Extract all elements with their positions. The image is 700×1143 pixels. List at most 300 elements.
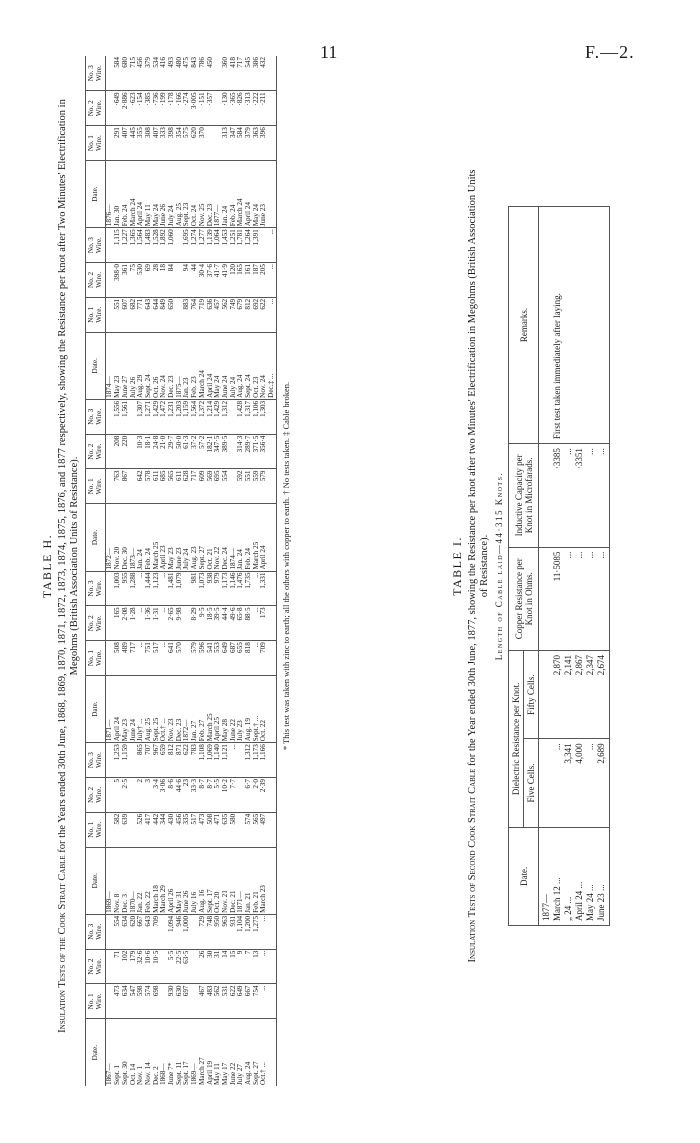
table-h-value-cell: 719 (199, 297, 207, 332)
table-h-value-cell: 865 (137, 743, 145, 778)
table-h-value-cell: 407 (153, 126, 161, 161)
table-h-value-cell: 18·5 (207, 606, 215, 641)
table-h-date-cell: May 23 (114, 332, 122, 399)
table-h-value-cell: 786 (199, 56, 207, 91)
table-h-value-cell: 5 (114, 778, 122, 813)
table-h-value-cell: 355 (137, 126, 145, 161)
table-i-subtitle: Length of Cable laid—44·315 Knots. (494, 471, 504, 661)
table-h-wire1-header: No. 1 Wire. (86, 984, 106, 1019)
table-h-value-cell: 584 (114, 56, 122, 91)
table-h-date-cell (268, 675, 276, 742)
table-h-date-cell: Jan. 24 (222, 161, 230, 228)
table-h-value-cell: ·130 (222, 91, 230, 126)
table-h-value-cell: 843 (191, 56, 199, 91)
table-h-value-cell (268, 743, 276, 778)
table-h-value-cell (268, 606, 276, 641)
table-h-value-cell: 7 (245, 949, 253, 984)
table-h-value-cell: 1,372 (199, 399, 207, 434)
table-h-value-cell: 643 (145, 297, 153, 332)
table-h-date-cell: June 23 (260, 161, 268, 228)
table-i-line (541, 655, 552, 734)
table-h-value-cell: 1,561 (122, 399, 130, 434)
table-h-value-cell: ·649 (114, 91, 122, 126)
table-h-date-cell: March 24 (199, 332, 207, 399)
table-h-value-cell: 44·6 (176, 778, 184, 813)
table-h-date-cell: Dec. 21 (230, 847, 238, 914)
table-h-value-cell: 867 (122, 469, 130, 504)
table-h-date-cell: Jan. 30 (114, 161, 122, 228)
table-i-line: ... (596, 448, 606, 455)
table-h-value-cell: 473 (199, 812, 207, 847)
table-h-value-cell: 1,227 (122, 228, 130, 263)
table-h-date-cell: April 24 (245, 161, 253, 228)
table-h-value-cell: 955 (122, 571, 130, 606)
table-h-header-row (86, 56, 106, 1086)
table-h-value-cell (268, 641, 276, 676)
table-h-value-cell: 9·5 (199, 606, 207, 641)
table-h-value-cell: 379 (145, 56, 153, 91)
table-h-value-cell: 609 (199, 469, 207, 504)
table-i-caption-rest: for the Year ended 30th June, 1877, showing the Resistance per knot after two Minutes' Electrification in Megohms (British Association Units of Resistance). (467, 169, 490, 766)
table-i-line (574, 211, 585, 439)
table-h-value-cell (268, 91, 276, 126)
table-h-date-cell (268, 1019, 276, 1086)
table-h-date-cell: Nov. 24 (260, 332, 268, 399)
table-h-value-cell: 3 (145, 778, 153, 813)
table-h-value-cell: 1,231 (168, 399, 176, 434)
table-h-value-cell: 379 (245, 126, 253, 161)
table-i-block (450, 46, 610, 1086)
table-h-value-cell: 457 (214, 297, 222, 332)
table-h-value-cell: 717 (191, 469, 199, 504)
table-h-date-cell: 1869— (190, 1063, 199, 1085)
table-h-date-cell: May 24 (253, 161, 261, 228)
table-h-value-cell (268, 571, 276, 606)
table-h-value-cell: 1,288 (130, 571, 138, 606)
table-h-value-cell: 849 (160, 297, 168, 332)
table-h-value-cell: 649 (222, 641, 230, 676)
table-h-value-cell: 1,000 (183, 914, 191, 949)
table-h-date-cell: Nov. 22 (214, 504, 222, 571)
table-h-value-cell: 717 (130, 641, 138, 676)
table-h-value-cell: 635 (222, 812, 230, 847)
table-h-date-cell: Aug. 24 (244, 1061, 253, 1085)
table-h-value-cell: 2·65 (168, 606, 176, 641)
table-h-value-cell: 398 (168, 126, 176, 161)
table-h-value-cell: 2·08 (122, 606, 130, 641)
table-h-value-cell: 579 (260, 469, 268, 504)
table-h-value-cell: 1,892 (160, 228, 168, 263)
table-h-value-cell: 692 (253, 297, 261, 332)
table-h-value-cell: 69 (145, 263, 153, 298)
table-h-value-cell: 636 (207, 297, 215, 332)
table-h-date-cell: May 23 (168, 504, 176, 571)
table-h-value-cell: 1,429 (214, 399, 222, 434)
table-h-value-cell: 161 (245, 263, 253, 298)
table-i-inductive-cell (539, 444, 610, 547)
table-h-date-cell: Feb. 24 (145, 504, 153, 571)
table-h-date-cell: Sept. 25 (153, 675, 161, 742)
table-h-value-cell: 1,391 (253, 228, 261, 263)
table-h-value-cell: 559 (253, 469, 261, 504)
table-h-value-cell: 1,429 (153, 399, 161, 434)
table-h-value-cell: 7·7 (230, 778, 238, 813)
table-h-heading: TABLE H. (40, 533, 54, 599)
table-h-value-cell: 680 (122, 56, 130, 91)
table-h-date-cell: April 23 (160, 504, 168, 571)
table-h-value-cell: 578 (145, 469, 153, 504)
table-h-value-cell: ... (253, 606, 261, 641)
table-h-date-cell: Sept. 27 (251, 1061, 260, 1085)
table-i-line: 2,674 (596, 654, 606, 676)
table-h-value-cell: 1,365 (130, 228, 138, 263)
table-h-value-cell: 442 (153, 812, 161, 847)
table-h-value-cell: ... (268, 263, 276, 298)
table-h-value-cell: 1,735 (245, 571, 253, 606)
table-h-value-cell: 39·5 (214, 606, 222, 641)
table-h-value-cell: 641 (168, 641, 176, 676)
table-h-value-cell: 430 (168, 812, 176, 847)
table-h-value-cell: 29·7 (168, 434, 176, 469)
table-i-line: May 24 ... (585, 884, 595, 921)
table-h-date-cell: April 25 (214, 675, 222, 742)
table-h-value-cell: 57·2 (199, 434, 207, 469)
table-h-value-cell: ·313 (245, 91, 253, 126)
table-h-value-cell: ... (137, 606, 145, 641)
table-h-value-cell: ·357 (207, 91, 215, 126)
table-h-date-cell (268, 161, 276, 228)
table-h-date-cell: Dec.‡ ... (268, 332, 276, 399)
table-i-caption (467, 166, 491, 966)
table-h-value-cell: 1,444 (145, 571, 153, 606)
table-h-value-cell (268, 399, 276, 434)
table-h-value-cell: 729 (199, 914, 207, 949)
table-h-date-header: Date. (86, 847, 106, 914)
table-h-value-cell: 371·5 (253, 434, 261, 469)
table-h-value-cell: 622 (260, 297, 268, 332)
table-h-value-cell: 50·0 (176, 434, 184, 469)
table-h-value-cell: ·151 (199, 91, 207, 126)
table-h-value-cell: 611 (153, 469, 161, 504)
table-i-line: 2,870 (552, 654, 562, 676)
table-h-value-cell: 717 (237, 56, 245, 91)
table-h-date-cell: July 24 (183, 504, 191, 571)
table-h-value-cell: ·623 (130, 91, 138, 126)
table-h-value-cell: 659 (160, 743, 168, 778)
table-h-date-cell: Nov. 25 (199, 161, 207, 228)
table-h-value-cell: 41·9 (222, 263, 230, 298)
table-h-value-cell: 1,214 (207, 399, 215, 434)
table-h-value-cell: 32·6 (137, 949, 145, 984)
table-h-date-cell: May 17 (220, 1062, 229, 1085)
table-h-date-cell: Sept.† ... (253, 675, 261, 742)
table-h-value-cell: 489 (122, 641, 130, 676)
table-h-value-cell: 37·6 (207, 263, 215, 298)
table-h-value-cell: 44 (191, 263, 199, 298)
table-h-value-cell: 1,104 (237, 914, 245, 949)
table-h-value-cell: 120 (230, 263, 238, 298)
table-h-date-cell: 1874— (230, 504, 238, 571)
table-h-value-cell: 220 (122, 434, 130, 469)
table-h-date-cell: Feb. 24 (230, 161, 238, 228)
table-h-value-cell: 102 (122, 949, 130, 984)
table-h-date-cell: 1873— (130, 504, 138, 571)
table-h-value-cell: 946 (176, 914, 184, 949)
table-h-value-cell: 9 (237, 949, 245, 984)
table-h-row (260, 56, 268, 1086)
table-i-line: ... (574, 551, 584, 559)
table-h-date-cell: Oct.† ... (160, 675, 168, 742)
table-h-value-cell: 8·7 (207, 778, 215, 813)
table-h-value-cell: 1·31 (153, 606, 161, 641)
table-h-date-cell: Oct. 20 (214, 847, 222, 914)
table-h-value-cell: 1,483 (145, 228, 153, 263)
table-h-value-cell: 812 (245, 297, 253, 332)
table-h-value-cell: 554 (114, 914, 122, 949)
table-h-value-cell: 634 (122, 984, 130, 1019)
table-h-value-cell: 655 (237, 641, 245, 676)
table-h-date-cell: Nov. 1 (136, 1065, 145, 1085)
table-h-wire3-header: No. 3 Wire. (86, 743, 106, 778)
table-h-wire1-header: No. 1 Wire. (86, 126, 106, 161)
table-h-value-cell: 344 (160, 812, 168, 847)
table-h-value-cell: 407 (122, 126, 130, 161)
table-h-value-cell: 445 (130, 126, 138, 161)
table-h-date-cell: April 24 (114, 675, 122, 742)
table-h-value-cell: 1,453 (222, 228, 230, 263)
table-h-value-cell: 65·8 (237, 606, 245, 641)
table-h-date-cell: April 19 (205, 1060, 214, 1085)
table-h-date-cell: June 22 (230, 675, 238, 742)
table-h-value-cell: ·736 (153, 91, 161, 126)
table-h-value-cell: 347·5 (214, 434, 222, 469)
table-h-date-cell: Nov. 23 (168, 675, 176, 742)
table-i-line: ... (552, 743, 562, 751)
table-h-value-cell: 8·7 (199, 778, 207, 813)
table-h-wire1-header: No. 1 Wire. (86, 641, 106, 676)
table-h-value-cell: 685 (160, 469, 168, 504)
table-h-value-cell: 1,123 (153, 571, 161, 606)
table-h-date-cell: Aug. 24 (237, 332, 245, 399)
table-h-value-cell: ... (268, 297, 276, 332)
table-h-value-cell: 456 (137, 56, 145, 91)
table-h-date-cell: June 24 (130, 675, 138, 742)
table-h-date-cell: Dec. 23 (176, 675, 184, 742)
table-h-value-cell: 630 (176, 984, 184, 1019)
table-h-value-cell: 493 (168, 56, 176, 91)
table-h-value-cell: ·199 (160, 91, 168, 126)
table-h-value-cell: 565 (253, 812, 261, 847)
table-h-value-cell: 456 (176, 812, 184, 847)
table-i-date-header: Date. (509, 827, 539, 925)
table-h-value-cell: 562 (222, 297, 230, 332)
table-h-value-cell: 697 (183, 984, 191, 1019)
table-h-value-cell: 33·3 (191, 778, 199, 813)
table-h-value-cell: 1,695 (183, 228, 191, 263)
table-h-date-cell: Jan. 23 (183, 332, 191, 399)
table-h-date-cell: July 24 (230, 332, 238, 399)
table-h-value-cell: 10·6 (145, 949, 153, 984)
table-h-value-cell (268, 126, 276, 161)
table-h-value-cell: 1,159 (122, 743, 130, 778)
table-h-value-cell: 1,564 (191, 399, 199, 434)
table-h-value-cell: 1,251 (230, 228, 238, 263)
table-h-value-cell: 963 (222, 914, 230, 949)
table-h-value-cell: 354 (176, 126, 184, 161)
table-h-value-cell: 687 (230, 641, 238, 676)
table-h-value-cell: 5·5 (214, 778, 222, 813)
table-h-value-cell: 1,781 (237, 228, 245, 263)
table-i-fifty-cells-header: Fifty Cells. (524, 650, 539, 738)
table-h-date-header: Date. (86, 504, 106, 571)
table-h-value-cell (207, 126, 215, 161)
table-h-value-cell: 545 (245, 56, 253, 91)
table-h-date-cell (268, 504, 276, 571)
table-i-line: 2,689 (596, 743, 606, 764)
table-h-value-cell: 13 (253, 949, 261, 984)
table-h-date-cell: April 24 (207, 332, 215, 399)
table-h-value-cell: 579 (191, 641, 199, 676)
table-h-date-cell: Jan. 27 (191, 675, 199, 742)
table-h-value-cell: 634 (122, 914, 130, 949)
table-h-value-cell: 580 (230, 812, 238, 847)
table-h-date-cell: Dec. 24 (222, 504, 230, 571)
table-i-inductive-header: Inductive Capacity per Knot in Microfarads. (509, 444, 539, 547)
table-h-date-cell: March 27 (197, 1057, 206, 1085)
table-h-date-cell: March 24 (237, 161, 245, 228)
table-h-date-cell: Feb. 24 (245, 504, 253, 571)
table-h-date-cell: May 11 (145, 161, 153, 228)
table-h-value-cell: 9·98 (176, 606, 184, 641)
table-h-value-cell: 356·4 (260, 434, 268, 469)
table-h-value-cell: 23 (183, 778, 191, 813)
table-h-date-cell: May 11 (213, 1063, 222, 1085)
table-h-value-cell: 75 (130, 263, 138, 298)
table-h-value-cell: 3·06 (160, 778, 168, 813)
table-h-value-cell (268, 949, 276, 984)
table-h-date-cell: Aug. 16 (199, 847, 207, 914)
table-h-value-cell: 818 (245, 641, 253, 676)
table-h-wire1-header: No. 1 Wire. (86, 469, 106, 504)
table-h-row (268, 56, 276, 1086)
table-h-value-cell: 10·2 (222, 778, 230, 813)
table-h-value-cell: 871 (176, 743, 184, 778)
table-h-date-cell: Feb. 22 (145, 847, 153, 914)
table-h-value-cell: ... (160, 571, 168, 606)
table-h-value-cell: 1,060 (168, 228, 176, 263)
table-i-caption-lead: Insulation Tests of Second Cook Strait Cable (467, 768, 478, 963)
table-h-date-cell: 1871— (106, 675, 114, 742)
table-i-remarks-cell (539, 207, 610, 444)
table-h-value-cell: 650 (168, 297, 176, 332)
table-h-value-cell: 749 (230, 297, 238, 332)
table-i-line (563, 211, 574, 439)
table-h-value-cell: 642 (137, 469, 145, 504)
table-h-date-cell: Oct.† ... (259, 1062, 268, 1085)
table-h-date-cell: Aug. 29 (137, 332, 145, 399)
table-h-date-cell: Dec. 23 (168, 332, 176, 399)
table-h-date-cell: Nov. 24 (160, 332, 168, 399)
table-h-value-cell: 165 (114, 606, 122, 641)
table-i-line (541, 211, 552, 439)
table-h-date-cell: 1875— (176, 332, 184, 399)
table-h-value-cell: 308 (145, 126, 153, 161)
table-h-date-cell: 1872— (106, 504, 114, 571)
table-h-date-header: Date. (86, 675, 106, 742)
table-h-caption-rest: for the Years ended 30th June, 1868, 1869, 1870, 1871, 1872, 1873, 1874, 1875, 1876, and 1877 respectively, showing the Resistance per knot after Two Minutes' Electrification in Megohms (British Association Units of Resistance). (57, 99, 80, 853)
table-h-date-cell: Nov. 20 (114, 504, 122, 571)
table-h-date-cell: Sept. 17 (182, 1061, 191, 1085)
table-h-value-cell: 5·5 (168, 949, 176, 984)
table-h-value-cell: 8·6 (168, 778, 176, 813)
table-h-date-cell: Dec. 30 (122, 504, 130, 571)
table-h-wire2-header: No. 2 Wire. (86, 434, 106, 469)
table-h-value-cell (268, 914, 276, 949)
table-h-value-cell: 179 (130, 949, 138, 984)
table-h-date-cell: July 23 (237, 675, 245, 742)
table-h-value-cell: 639 (122, 812, 130, 847)
table-h-value-cell: 467 (199, 984, 207, 1019)
table-h-value-cell: 396 (260, 126, 268, 161)
table-h-value-cell: ·178 (168, 91, 176, 126)
table-h (85, 56, 277, 1086)
table-h-value-cell: 1,200 (245, 914, 253, 949)
table-h-value-cell: 1,556 (114, 399, 122, 434)
table-h-date-cell: July† ... (137, 675, 145, 742)
table-h-value-cell: 1,481 (168, 571, 176, 606)
page-reference: F.—2. (585, 42, 635, 62)
table-h-date-header: Date. (86, 332, 106, 399)
table-h-value-cell: 10·5 (153, 949, 161, 984)
table-i-fifty-cell (539, 650, 610, 738)
table-h-value-cell: 1,003 (114, 571, 122, 606)
table-h-wire3-header: No. 3 Wire. (86, 399, 106, 434)
table-h-date-cell: April 24 (137, 161, 145, 228)
table-h-value-cell: 541 (207, 641, 215, 676)
table-h-value-cell: ·826 (237, 91, 245, 126)
table-h-value-cell: 682 (130, 297, 138, 332)
table-h-wire2-header: No. 2 Wire. (86, 778, 106, 813)
table-i-line: 2,347 (585, 654, 595, 676)
table-h-date-cell: 1870— (130, 847, 138, 914)
table-h-value-cell: 61·3 (183, 434, 191, 469)
table-h-value-cell: 679 (237, 297, 245, 332)
table-h-value-cell: 386 (253, 56, 261, 91)
table-h-value-cell: 1,121 (222, 743, 230, 778)
table-h-value-cell: 1,253 (114, 743, 122, 778)
table-h-value-cell: 1·28 (130, 606, 138, 641)
table-h-value-cell: 398·0 (114, 263, 122, 298)
table-h-value-cell (268, 469, 276, 504)
table-i-line: ·3351 (574, 448, 584, 470)
table-h-value-cell: 1,275 (253, 914, 261, 949)
table-h-value-cell: 37·2 (191, 434, 199, 469)
table-i-line: „ 24 ... (563, 896, 573, 921)
table-h-value-cell: 205 (260, 263, 268, 298)
table-h-value-cell: 360 (222, 56, 230, 91)
table-i-line: June 23 ... (596, 884, 606, 921)
table-i-line: April 24 ... (574, 881, 584, 921)
table-h-value-cell: 63·5 (183, 949, 191, 984)
table-h-value-cell: 582 (114, 812, 122, 847)
table-h-value-cell: 3·005 (191, 91, 199, 126)
table-h-date-cell: June 24 (222, 332, 230, 399)
table-h-value-cell (130, 778, 138, 813)
table-h-value-cell: ·365 (230, 91, 238, 126)
table-h-value-cell: 41·7 (214, 263, 222, 298)
table-h-value-cell: 575 (183, 126, 191, 161)
table-h-value-cell: 21·0 (160, 434, 168, 469)
